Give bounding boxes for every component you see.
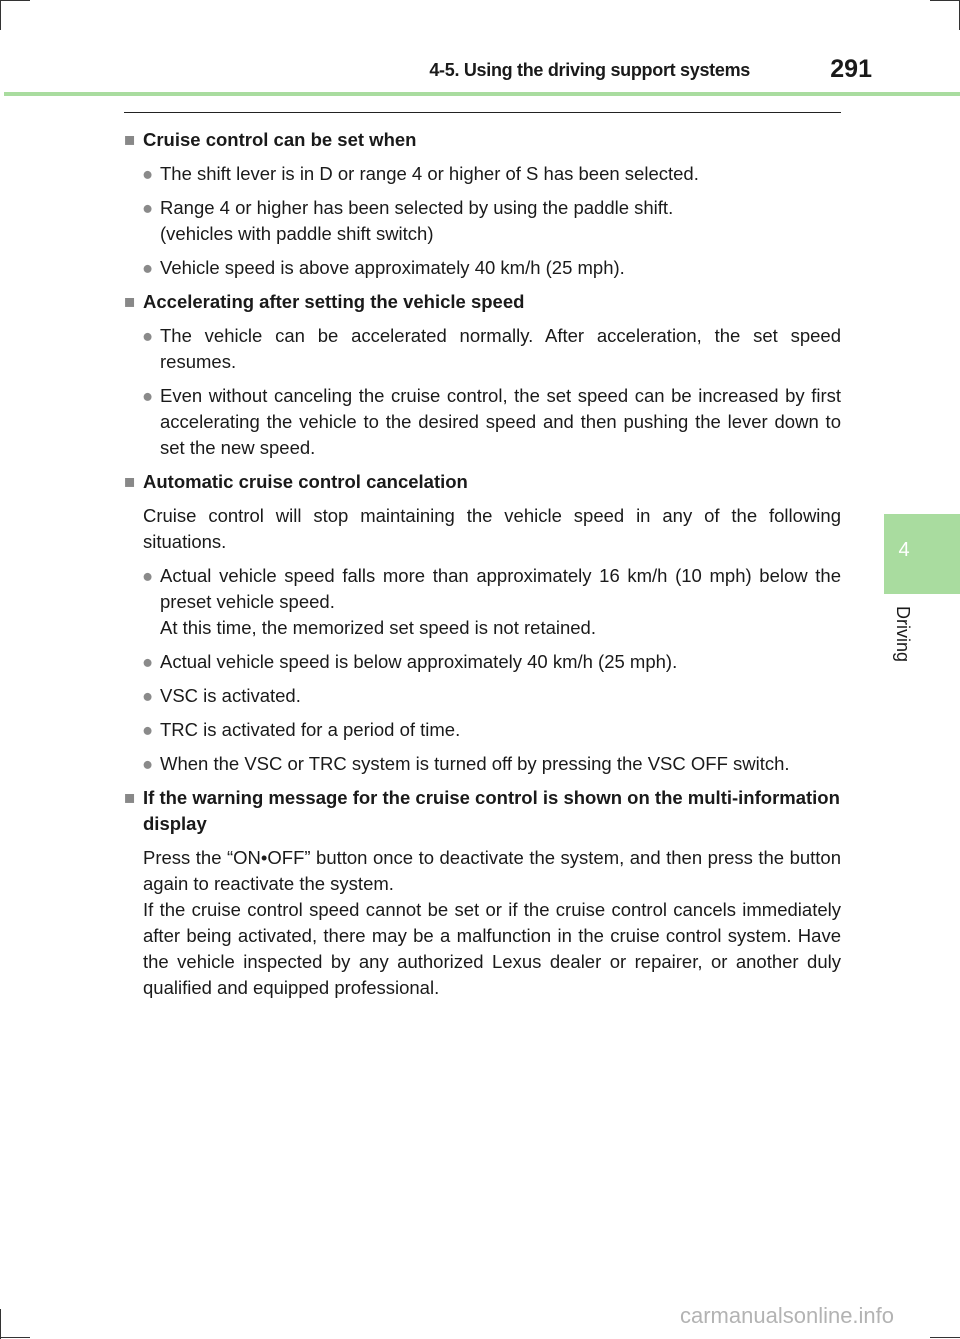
heading-marker: ■ (124, 291, 136, 312)
heading-text: If the warning message for the cruise control is shown on the multi-information display (143, 787, 840, 834)
bullet-text: The shift lever is in D or range 4 or higher of S has been selected. (160, 163, 699, 184)
bullet-marker: ● (142, 719, 154, 740)
crop-mark (930, 0, 960, 1)
bullet-item (124, 195, 841, 247)
bullet-item (124, 751, 841, 777)
crop-mark (930, 1337, 960, 1338)
heading-text: Cruise control can be set when (143, 129, 417, 150)
bullet-marker: ● (142, 163, 154, 184)
chapter-number: 4 (898, 539, 910, 561)
heading-marker: ■ (124, 471, 136, 492)
chapter-label: Driving (893, 606, 913, 663)
heading-marker: ■ (124, 129, 136, 150)
bullet-item (124, 649, 841, 675)
page-content (124, 127, 841, 1009)
content-rule (124, 112, 841, 113)
heading-text: Accelerating after setting the vehicle speed (143, 291, 525, 312)
bullet-marker: ● (142, 753, 154, 774)
bullet-marker: ● (142, 565, 154, 586)
bullet-item (124, 323, 841, 375)
header-band (4, 92, 960, 96)
bullet-item (124, 383, 841, 461)
bullet-text: VSC is activated. (160, 685, 301, 706)
bullet-item (124, 563, 841, 641)
bullet-marker: ● (142, 197, 154, 218)
crop-mark (0, 0, 1, 30)
bullet-item (124, 161, 841, 187)
bullet-item (124, 255, 841, 281)
bullet-text: At this time, the memorized set speed is not retained. (160, 617, 596, 638)
paragraph-text: Cruise control will stop maintaining the vehicle speed in any of the following situations. (143, 505, 841, 552)
bullet-marker: ● (142, 257, 154, 278)
chapter-tab (884, 514, 960, 594)
bullet-marker: ● (142, 325, 154, 346)
heading-marker: ■ (124, 787, 136, 808)
bullet-text: Range 4 or higher has been selected by using the paddle shift. (160, 197, 674, 218)
bullet-text: When the VSC or TRC system is turned off by pressing the VSC OFF switch. (160, 753, 790, 774)
bullet-text: (vehicles with paddle shift switch) (160, 223, 434, 244)
section-heading (124, 785, 841, 837)
bullet-marker: ● (142, 651, 154, 672)
section-body (124, 845, 841, 1001)
bullet-text: Actual vehicle speed is below approximately 40 km/h (25 mph). (160, 651, 678, 672)
heading-text: Automatic cruise control cancelation (143, 471, 468, 492)
watermark: carmanualsonline.info (680, 1303, 895, 1328)
crop-mark (0, 1309, 1, 1339)
bullet-text: Vehicle speed is above approximately 40 km/h (25 mph). (160, 257, 625, 278)
bullet-marker: ● (142, 385, 154, 406)
crop-mark (0, 0, 30, 1)
crop-mark (0, 1337, 30, 1338)
paragraph-text: Press the “ON•OFF” button once to deactivate the system, and then press the button again to reactivate the system. (143, 847, 841, 894)
section-heading (124, 127, 841, 153)
bullet-text: Actual vehicle speed falls more than approximately 16 km/h (10 mph) below the preset vehicle speed. (160, 565, 841, 612)
section-intro (124, 503, 841, 555)
section-heading (124, 289, 841, 315)
bullet-text: The vehicle can be accelerated normally. After acceleration, the set speed resumes. (160, 325, 841, 372)
bullet-item (124, 717, 841, 743)
section-title: 4-5. Using the driving support systems (429, 60, 750, 80)
bullet-text: Even without canceling the cruise control, the set speed can be increased by first accelerating the vehicle to the desired speed and then pushing the lever down to set the new speed. (160, 385, 841, 458)
section-heading (124, 469, 841, 495)
bullet-text: TRC is activated for a period of time. (160, 719, 461, 740)
paragraph-text: If the cruise control speed cannot be set or if the cruise control cancels immediately after being activated, there may be a malfunction in the cruise control system. Have the vehicle inspected by any authorized Lexus dealer or repairer, or another duly qualified and equipped professional. (143, 899, 841, 998)
bullet-marker: ● (142, 685, 154, 706)
page-number: 291 (830, 55, 872, 83)
bullet-item (124, 683, 841, 709)
